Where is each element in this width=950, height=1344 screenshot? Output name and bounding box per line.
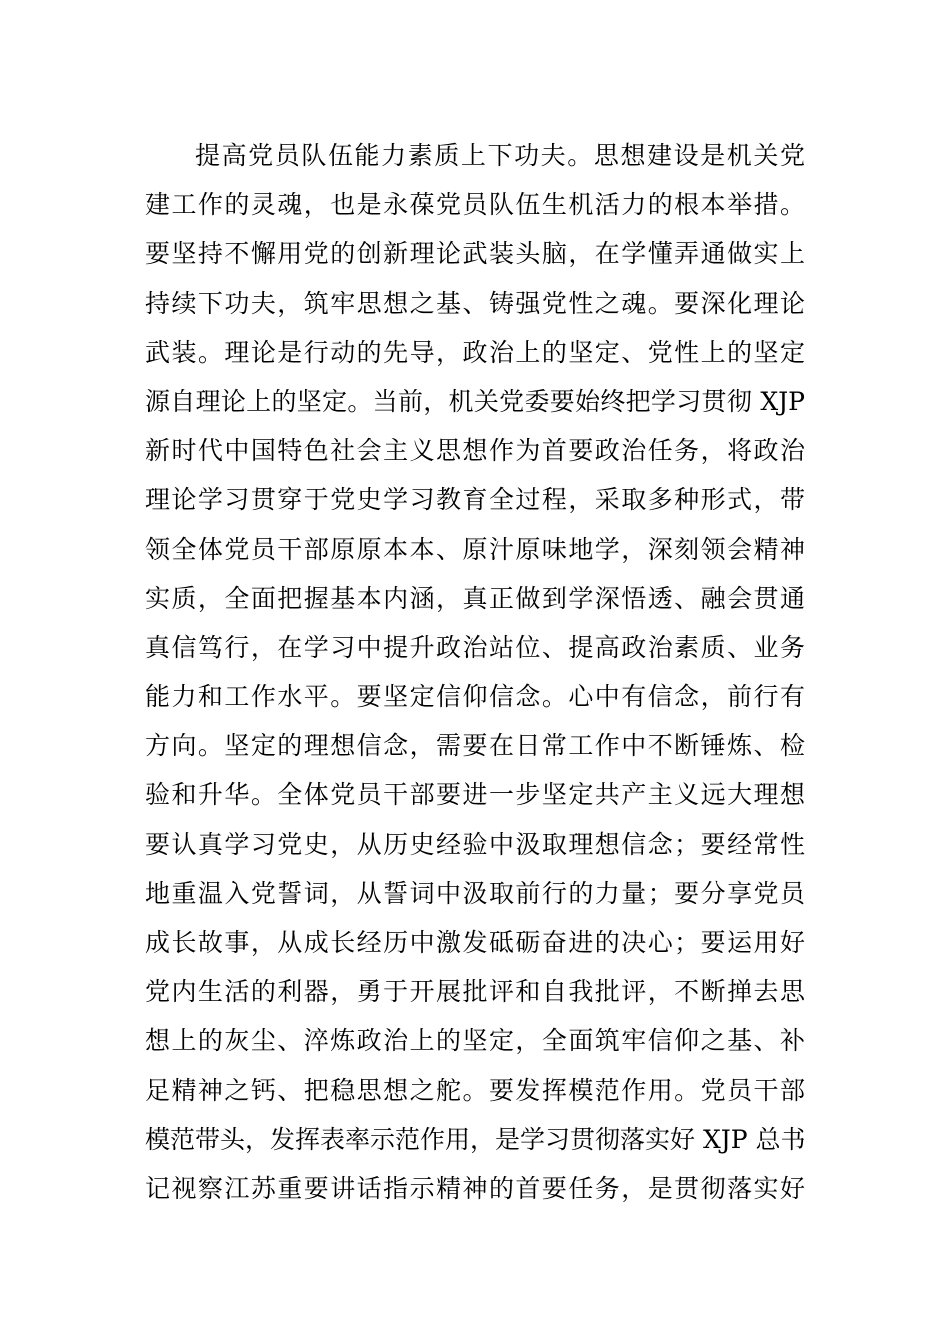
text-line: 领全体党员干部原原本本、原汁原味地学，深刻领会精神 (145, 534, 805, 564)
text-line: 要坚持不懈用党的创新理论武装头脑，在学懂弄通做实上 (145, 239, 805, 269)
text-line: 能力和工作水平。要坚定信仰信念。心中有信念，前行有 (145, 682, 805, 712)
text-line: 持续下功夫，筑牢思想之基、铸强党性之魂。要深化理论 (145, 288, 805, 318)
text-line: 党内生活的利器，勇于开展批评和自我批评，不断掸去思 (145, 977, 805, 1007)
text-line: 方向。坚定的理想信念，需要在日常工作中不断锤炼、检 (145, 731, 805, 761)
text-line: 提高党员队伍能力素质上下功夫。思想建设是机关党 (195, 141, 805, 170)
text-line: 验和升华。全体党员干部要进一步坚定共产主义远大理想 (145, 780, 805, 810)
text-line: 源自理论上的坚定。当前，机关党委要始终把学习贯彻 XJP (145, 386, 805, 416)
text-line: 理论学习贯穿于党史学习教育全过程，采取多种形式，带 (145, 485, 805, 515)
text-line: 足精神之钙、把稳思想之舵。要发挥模范作用。党员干部 (145, 1075, 805, 1105)
text-line: 真信笃行，在学习中提升政治站位、提高政治素质、业务 (145, 632, 805, 662)
text-line: 记视察江苏重要讲话指示精神的首要任务，是贯彻落实好 (145, 1173, 805, 1203)
text-line: 新时代中国特色社会主义思想作为首要政治任务，将政治 (145, 436, 805, 466)
text-line: 成长故事，从成长经历中激发砥砺奋进的决心；要运用好 (145, 928, 805, 957)
text-line: 地重温入党誓词，从誓词中汲取前行的力量；要分享党员 (145, 878, 805, 908)
text-line: 模范带头，发挥表率示范作用，是学习贯彻落实好 XJP 总书 (145, 1124, 806, 1154)
text-line: 建工作的灵魂，也是永葆党员队伍生机活力的根本举措。 (145, 190, 805, 220)
text-line: 武装。理论是行动的先导，政治上的坚定、党性上的坚定 (145, 337, 805, 367)
text-line: 实质，全面把握基本内涵，真正做到学深悟透、融会贯通 (145, 583, 805, 613)
text-line: 想上的灰尘、淬炼政治上的坚定，全面筑牢信仰之基、补 (145, 1026, 805, 1056)
body-paragraph (145, 136, 805, 1218)
text-line: 要认真学习党史，从历史经验中汲取理想信念；要经常性 (145, 829, 805, 859)
